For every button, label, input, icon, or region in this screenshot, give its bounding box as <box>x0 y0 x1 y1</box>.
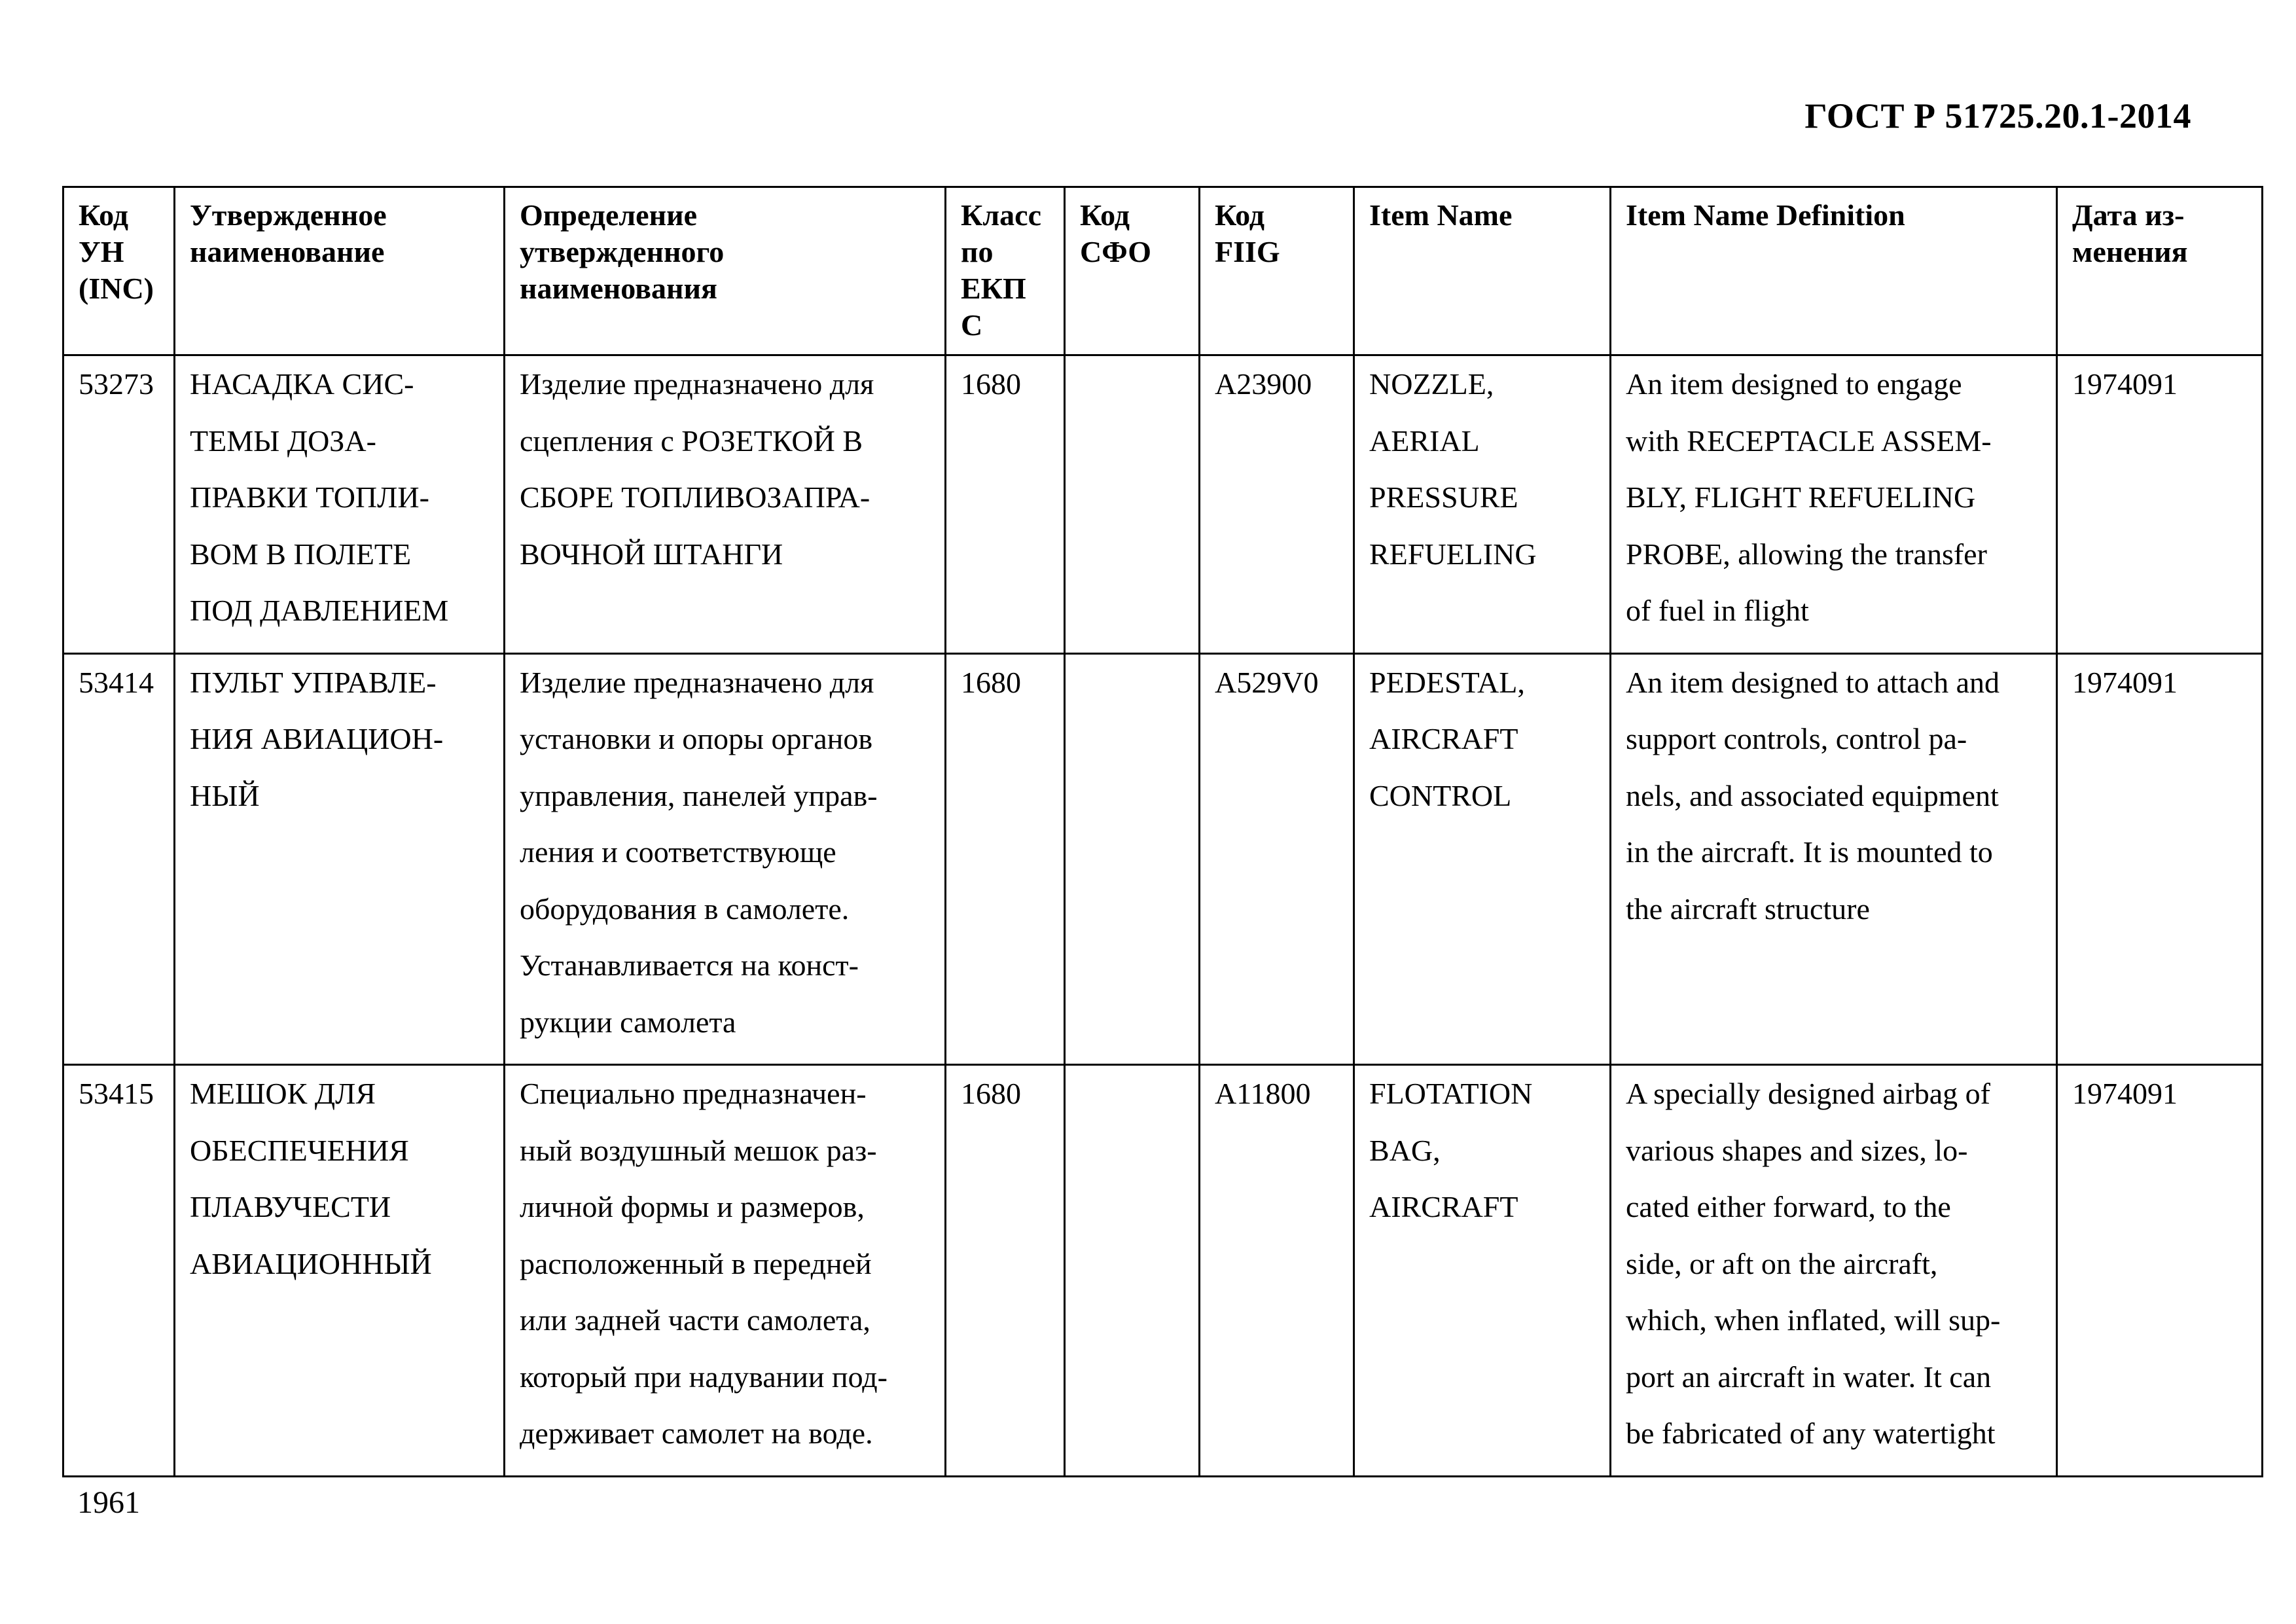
cell-fiig-code: A529V0 <box>1200 653 1354 1065</box>
header-change-date: Дата из- менения <box>2057 187 2263 355</box>
header-sfo-code: Код СФО <box>1065 187 1200 355</box>
cell-sfo-code <box>1065 1065 1200 1477</box>
cell-approved-name: ПУЛЬТ УПРАВЛЕ- НИЯ АВИАЦИОН- НЫЙ <box>175 653 505 1065</box>
cell-item-name: PEDESTAL, AIRCRAFT CONTROL <box>1354 653 1611 1065</box>
cell-item-name: FLOTATION BAG, AIRCRAFT <box>1354 1065 1611 1477</box>
cell-item-name: NOZZLE, AERIAL PRESSURE REFUELING <box>1354 355 1611 654</box>
cell-sfo-code <box>1065 653 1200 1065</box>
cell-name-definition: Изделие предназначено для сцепления с РОЗЕТКОЙ В СБОРЕ ТОПЛИВОЗАПРА- ВОЧНОЙ ШТАНГИ <box>505 355 946 654</box>
cell-fiig-code: A11800 <box>1200 1065 1354 1477</box>
header-class: Класс по ЕКП С <box>946 187 1065 355</box>
header-item-name-definition: Item Name Definition <box>1611 187 2057 355</box>
cell-sfo-code <box>1065 355 1200 654</box>
cell-item-name-definition: An item designed to attach and support controls, control pa- nels, and associated equipment in the aircraft. It is mounted to the aircraft structure <box>1611 653 2057 1065</box>
document-code: ГОСТ Р 51725.20.1-2014 <box>1804 96 2191 135</box>
header-item-name: Item Name <box>1354 187 1611 355</box>
cell-change-date: 1974091 <box>2057 355 2263 654</box>
cell-class: 1680 <box>946 355 1065 654</box>
header-inc-code: Код УН (INC) <box>63 187 175 355</box>
cell-inc-code: 53415 <box>63 1065 175 1477</box>
inc-table <box>62 186 2263 1477</box>
cell-class: 1680 <box>946 1065 1065 1477</box>
cell-fiig-code: A23900 <box>1200 355 1354 654</box>
cell-inc-code: 53273 <box>63 355 175 654</box>
cell-approved-name: МЕШОК ДЛЯ ОБЕСПЕЧЕНИЯ ПЛАВУЧЕСТИ АВИАЦИОННЫЙ <box>175 1065 505 1477</box>
header-fiig-code: Код FIIG <box>1200 187 1354 355</box>
cell-item-name-definition: An item designed to engage with RECEPTACLE ASSEM- BLY, FLIGHT REFUELING PROBE, allowing the transfer of fuel in flight <box>1611 355 2057 654</box>
table-row <box>63 355 2263 654</box>
cell-approved-name: НАСАДКА СИС- ТЕМЫ ДОЗА- ПРАВКИ ТОПЛИ- ВОМ В ПОЛЕТЕ ПОД ДАВЛЕНИЕМ <box>175 355 505 654</box>
header-approved-name: Утвержденное наименование <box>175 187 505 355</box>
table-header-row <box>63 187 2263 355</box>
cell-name-definition: Специально предназначен- ный воздушный мешок раз- личной формы и размеров, расположенный в передней или задней части самолета, который при надувании под- держивает самолет на воде. <box>505 1065 946 1477</box>
cell-inc-code: 53414 <box>63 653 175 1065</box>
table-row <box>63 653 2263 1065</box>
cell-change-date: 1974091 <box>2057 653 2263 1065</box>
header-name-definition: Определение утвержденного наименования <box>505 187 946 355</box>
cell-item-name-definition: A specially designed airbag of various shapes and sizes, lo- cated either forward, to the side, or aft on the aircraft, which, when inflated, will sup- port an aircraft in water. It can be fabricated of any watertight <box>1611 1065 2057 1477</box>
cell-change-date: 1974091 <box>2057 1065 2263 1477</box>
cell-class: 1680 <box>946 653 1065 1065</box>
table-row <box>63 1065 2263 1477</box>
page-number: 1961 <box>77 1485 140 1520</box>
cell-name-definition: Изделие предназначено для установки и опоры органов управления, панелей управ- ления и соответствующе оборудования в самолете. Устанавливается на конст- рукции самолета <box>505 653 946 1065</box>
